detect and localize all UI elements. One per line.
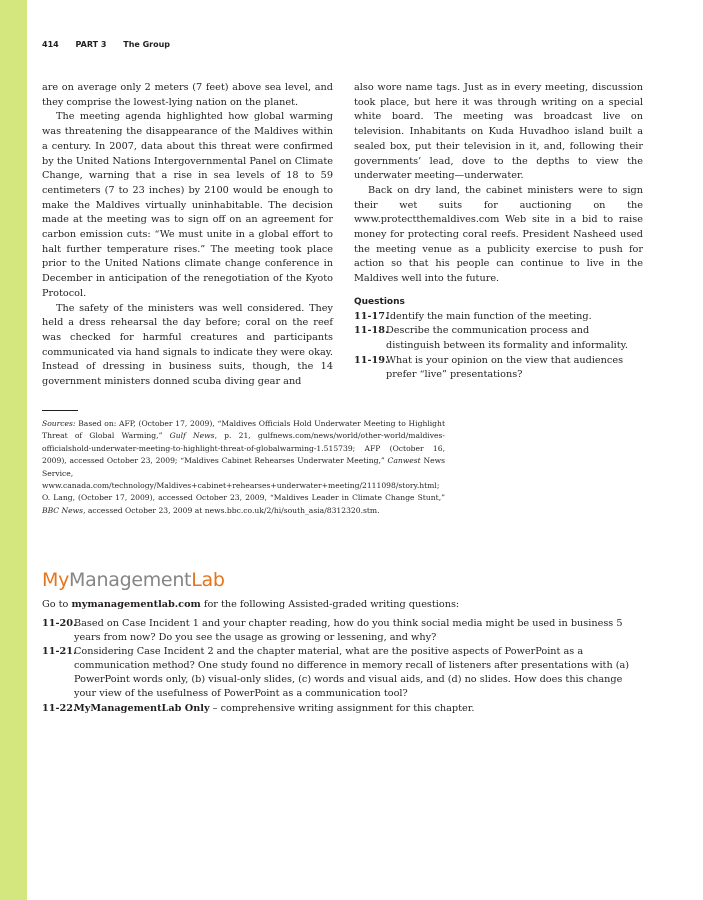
question-item [354,354,643,383]
question-item [354,310,643,325]
mml-link[interactable]: mymanagementlab.com [71,599,201,610]
paragraph: are on average only 2 meters (7 feet) above sea level, and they comprise the lowest-lying nation on the planet. [42,82,333,108]
sources-label: Sources: [42,419,76,428]
part-label: PART 3 [75,40,107,49]
mymanagementlab-logo: MyManagementLab [42,569,225,591]
paragraph: The meeting agenda highlighted how global warming was threatening the disappearance of the Maldives within a century. In 2007, data about this threat were confirmed by the United Nations Intergovernmental Panel on Climate Change, warning that a rise in sea levels of 18 to 59 centimeters (7 to 23 inches) by 2100 would be enough to make the Maldives virtually uninhabitable. The decision made at the meeting was to sign off on an agreement for carbon emission cuts: “We must unite in a global effort to halt further temperature rises.” The meeting took place prior to the United Nations climate change conference in December in anticipation of the renegotiation of the Kyoto Protocol. [42,111,333,299]
question-text: Identify the main function of the meeting. [386,310,592,322]
paragraph: The safety of the ministers was well considered. They held a dress rehearsal the day before; coral on the reef was checked for harmful creatures and participants communicated via hand signals to indicate they were okay. Instead of dressing in business suits, though, the 14 government ministers donned scuba diving gear and [42,302,333,388]
question-bold-text: MyManagementLab Only [74,702,210,714]
sources-text: , accessed October 23, 2009 at news.bbc.co.uk/2/hi/south_asia/8312320.stm. [83,505,380,515]
sources-text: Based on: AFP, (October 17, 2009), “Maldives Officials Hold Underwater Meeting to Highlight Threat of Global Warming,” [42,419,445,441]
question-text: Considering Case Incident 2 and the chapter material, what are the positive aspects of PowerPoint as a communication method? One study found no difference in memory recall of listeners after presentations with (a) PowerPoint words only, (b) visual-only slides, (c) words and visual aids, and (d) no slides. How does this change your view of the usefulness of PowerPoint as a communication tool? [74,646,630,699]
question-number: 11-21. [42,646,77,658]
sources-text: News Service, www.canada.com/technology/Maldives+cabinet+rehearses+underwater+meeting/2111098/story.html; O. Lang, (October 17, 2009), accessed October 23, 2009, “Maldives Leader in Climate Change Stunt,” [42,456,446,503]
mml-intro: Go to mymanagementlab.com for the following Assisted-graded writing questions: [42,599,460,610]
question-text: – comprehensive writing assignment for this chapter. [209,702,475,714]
part-title: The Group [123,40,171,49]
question-number: 11-19. [354,354,389,366]
question-number: 11-22. [42,702,77,714]
sources-footnote [42,418,445,517]
mml-question [42,617,645,645]
footnote-divider [42,410,78,411]
paragraph: also wore name tags. Just as in every meeting, discussion took place, but here it was through writing on a special white board. The meeting was broadcast live on television. Inhabitants on Kuda Huvadhoo island built a sealed box, put their television in it, and, following their governments’ lead, dove to the depths to view the underwater meeting—underwater. [354,82,643,182]
question-number: 11-17. [354,310,389,322]
left-column [42,81,333,390]
paragraph: Back on dry land, the cabinet ministers were to sign their wet suits for auctioning on the www.protectthemaldives.com Web site in a bid to raise money for protecting coral reefs. President Nasheed used the meeting venue as a publicity exercise to push for action so that his people can continue to live in the Maldives well into the future. [354,184,643,285]
mml-question [42,702,645,716]
question-number: 11-20. [42,617,77,629]
question-text: Based on Case Incident 1 and your chapter reading, how do you think social media might be used in business 5 years from now? Do you see the usage as growing or lessening, and why? [74,617,623,643]
source-publication: Gulf News [169,431,215,441]
question-text: Describe the communication process and distinguish between its formality and informality. [386,325,628,351]
side-color-bar [0,0,27,900]
right-column [354,81,643,383]
question-item [354,324,643,353]
running-header [42,40,184,49]
mml-question [42,645,645,700]
question-number: 11-18. [354,325,389,337]
page-number: 414 [42,40,59,49]
source-publication: BBC News [42,505,84,515]
question-text: What is your opinion on the view that audiences prefer “live” presentations? [386,354,624,381]
questions-heading: Questions [354,296,405,307]
source-publication: Canwest [387,456,421,466]
sources-text: , p. 21, gulfnews.com/news/world/other-world/maldives-officialshold-underwater-meeting-to-highlight-threat-of-globalwarming-1.515739; AFP (October 16, 2009), accessed October 23, 2009; “Maldives Cabinet Rehearses Underwater Meeting,” [42,431,445,466]
mml-section [42,598,645,716]
